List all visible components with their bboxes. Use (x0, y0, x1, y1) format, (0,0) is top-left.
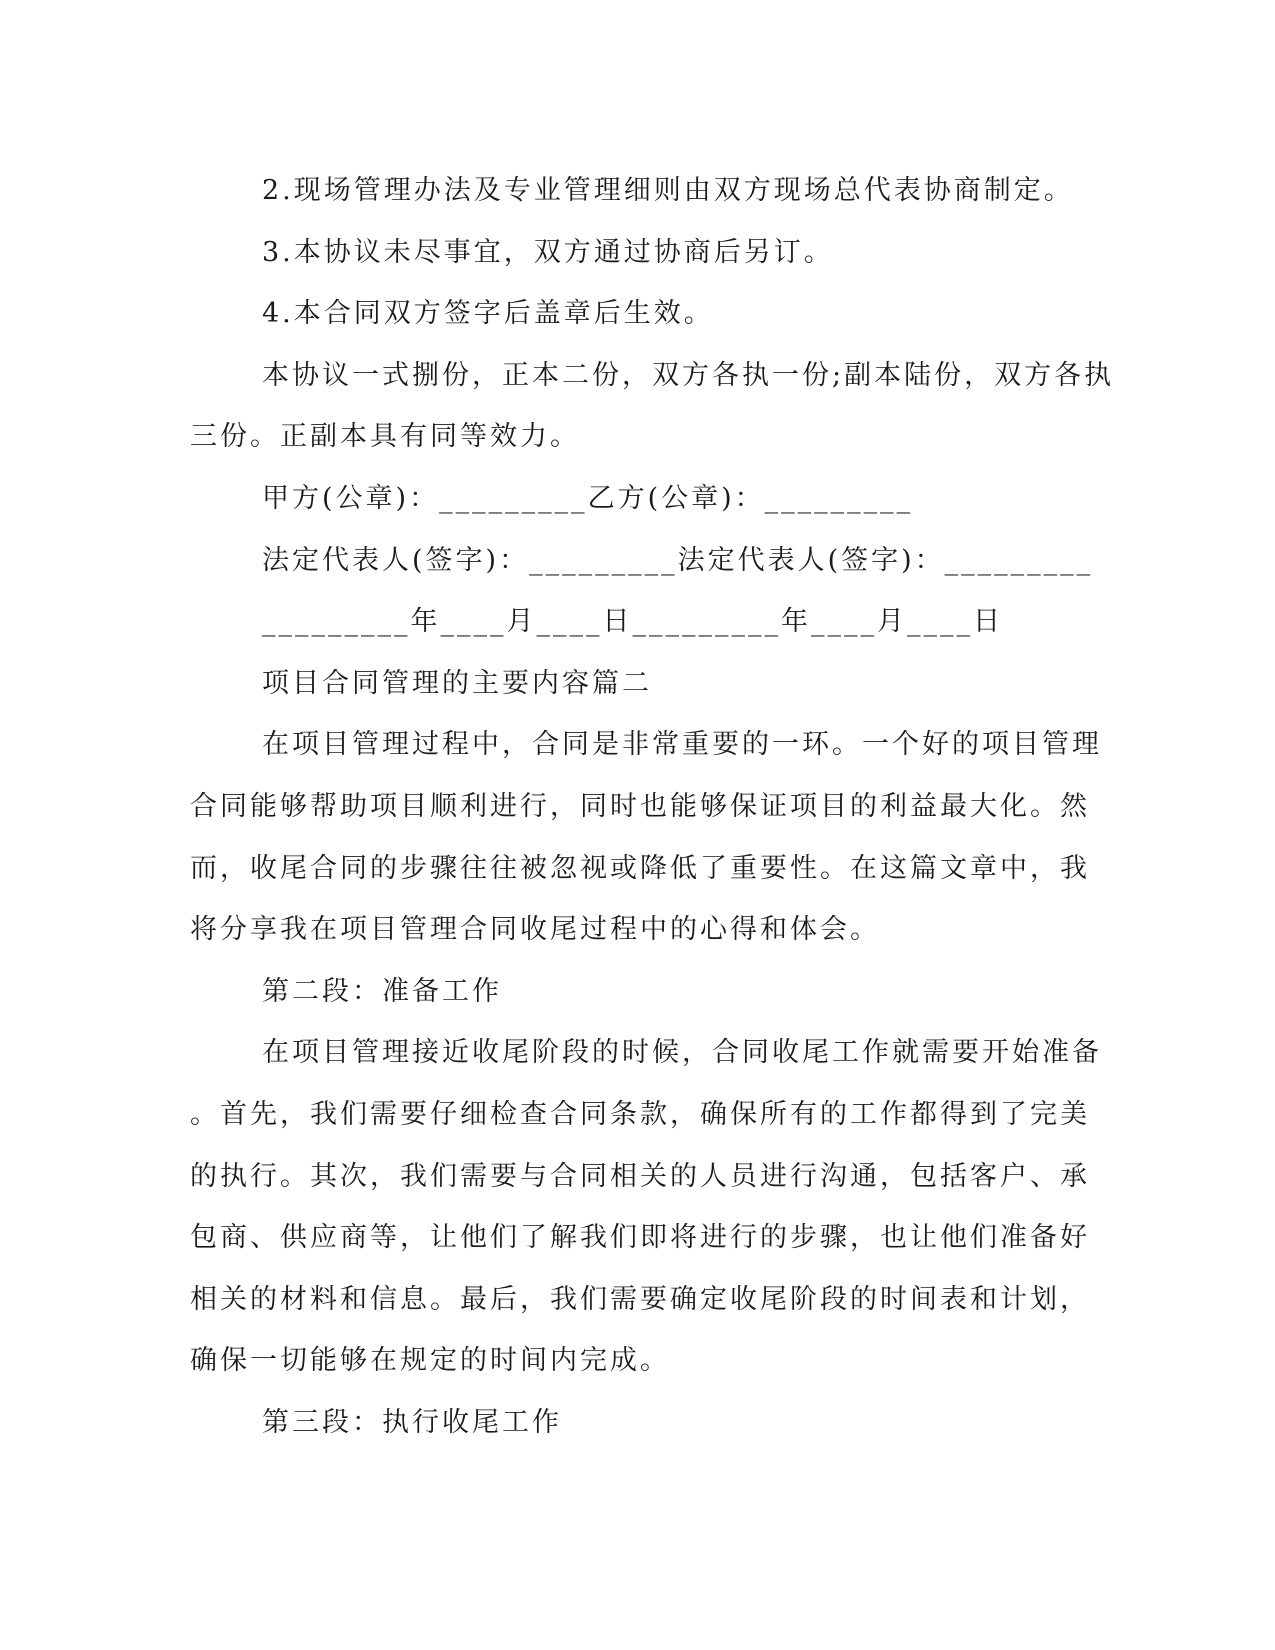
legal-representative-line: 法定代表人(签字)：_________法定代表人(签字)：_________ (262, 544, 1094, 576)
section-heading-part-2: 项目合同管理的主要内容篇二 (262, 667, 652, 699)
intro-paragraph-line-4: 将分享我在项目管理合同收尾过程中的心得和体会。 (190, 914, 880, 946)
preparation-paragraph-line-2: 。首先，我们需要仔细检查合同条款，确保所有的工作都得到了完美 (190, 1098, 1090, 1130)
clause-3: 3.本协议未尽事宜，双方通过协商后另订。 (262, 236, 834, 268)
intro-paragraph-line-3: 而，收尾合同的步骤往往被忽视或降低了重要性。在这篇文章中，我 (190, 852, 1090, 884)
preparation-paragraph-line-4: 包商、供应商等，让他们了解我们即将进行的步骤，也让他们准备好 (190, 1222, 1090, 1254)
section-heading-preparation: 第二段：准备工作 (262, 975, 502, 1007)
preparation-paragraph-line-6: 确保一切能够在规定的时间内完成。 (190, 1345, 670, 1377)
clause-4: 4.本合同双方签字后盖章后生效。 (262, 298, 714, 330)
intro-paragraph-line-2: 合同能够帮助项目顺利进行，同时也能够保证项目的利益最大化。然 (190, 790, 1090, 822)
intro-paragraph-line-1: 在项目管理过程中，合同是非常重要的一环。一个好的项目管理 (262, 729, 1102, 761)
copies-paragraph-line-1: 本协议一式捌份，正本二份，双方各执一份;副本陆份，双方各执 (262, 359, 1115, 391)
document-body (190, 160, 1115, 1453)
date-line: _________年____月____日_________年____月____日 (262, 606, 1003, 638)
clause-2: 2.现场管理办法及专业管理细则由双方现场总代表协商制定。 (262, 175, 1074, 206)
preparation-paragraph-line-5: 相关的材料和信息。最后，我们需要确定收尾阶段的时间表和计划， (190, 1283, 1090, 1315)
section-heading-execution: 第三段：执行收尾工作 (262, 1406, 562, 1438)
party-seal-line: 甲方(公章)：_________乙方(公章)：_________ (262, 482, 914, 514)
copies-paragraph-line-2: 三份。正副本具有同等效力。 (190, 421, 580, 453)
preparation-paragraph-line-3: 的执行。其次，我们需要与合同相关的人员进行沟通，包括客户、承 (190, 1160, 1090, 1192)
preparation-paragraph-line-1: 在项目管理接近收尾阶段的时候，合同收尾工作就需要开始准备 (262, 1037, 1102, 1069)
